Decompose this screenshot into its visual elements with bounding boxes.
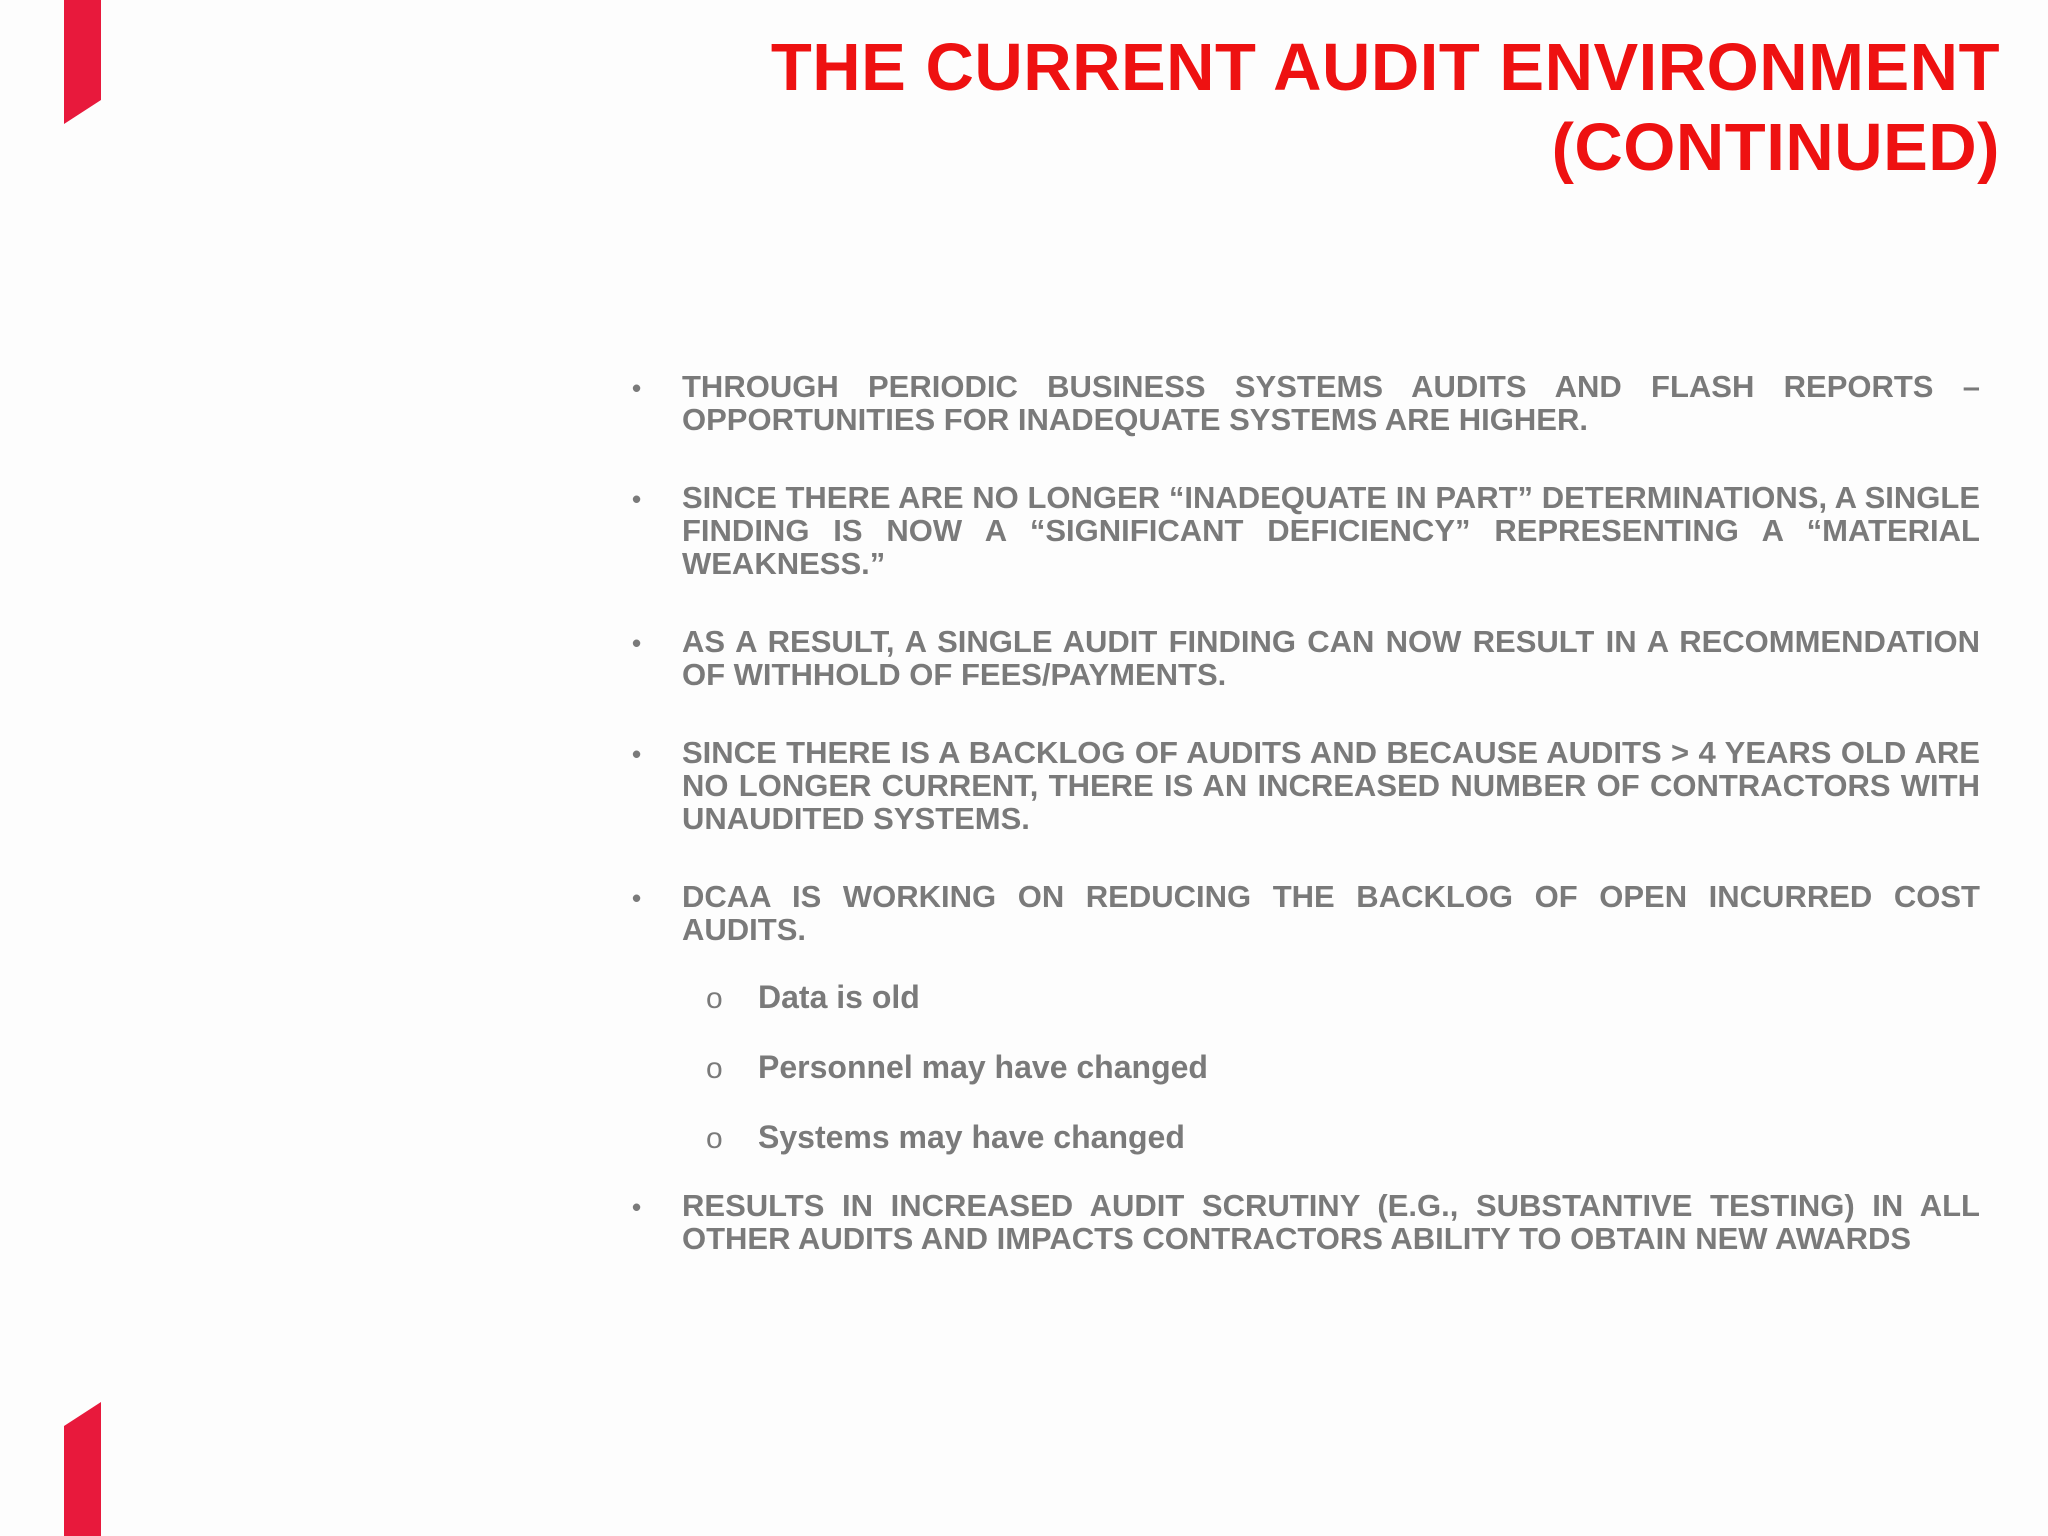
sub-item-personnel xyxy=(620,1049,1980,1085)
bullet-marker: • xyxy=(632,883,642,913)
bullet-item-1 xyxy=(620,370,1980,436)
bullet-text: SINCE THERE ARE NO LONGER “INADEQUATE IN PART” DETERMINATIONS, A SINGLE FINDING IS NOW A “SIGNIFICANT DEFICIENCY” REPRESENTING A “MATERIAL WEAKNESS.” xyxy=(682,480,1980,581)
bullet-item-3 xyxy=(620,625,1980,691)
bottom-accent-shape xyxy=(64,1402,101,1536)
sub-item-systems xyxy=(620,1119,1980,1155)
bullet-item-4 xyxy=(620,736,1980,835)
sub-item-data-is-old xyxy=(620,979,1980,1015)
sub-bullet-marker: o xyxy=(706,1052,723,1085)
bullet-item-6 xyxy=(620,1189,1980,1255)
sub-item-text: Systems may have changed xyxy=(758,1119,1185,1155)
bullet-text: SINCE THERE IS A BACKLOG OF AUDITS AND BECAUSE AUDITS > 4 YEARS OLD ARE NO LONGER CURRENT, THERE IS AN INCREASED NUMBER OF CONTRACTORS WITH UNAUDITED SYSTEMS. xyxy=(682,735,1980,836)
bullet-item-5 xyxy=(620,880,1980,946)
bullet-marker: • xyxy=(632,1192,642,1222)
top-accent-bar xyxy=(64,0,101,124)
bullet-text: DCAA IS WORKING ON REDUCING THE BACKLOG OF OPEN INCURRED COST AUDITS. xyxy=(682,879,1980,947)
sub-item-text: Data is old xyxy=(758,979,920,1015)
bullet-item-2 xyxy=(620,481,1980,580)
slide-title xyxy=(600,28,2000,188)
bullet-marker: • xyxy=(632,739,642,769)
bottom-accent-bar xyxy=(64,1402,101,1536)
bullet-text: RESULTS IN INCREASED AUDIT SCRUTINY (E.G., SUBSTANTIVE TESTING) IN ALL OTHER AUDITS AND IMPACTS CONTRACTORS ABILITY TO OBTAIN NEW AWARDS xyxy=(682,1188,1980,1256)
sub-item-text: Personnel may have changed xyxy=(758,1049,1208,1085)
sub-bullet-list xyxy=(620,979,1980,1155)
title-line-1: THE CURRENT AUDIT ENVIRONMENT xyxy=(770,30,2000,105)
bullet-text: AS A RESULT, A SINGLE AUDIT FINDING CAN NOW RESULT IN A RECOMMENDATION OF WITHHOLD OF FEES/PAYMENTS. xyxy=(682,624,1980,692)
top-accent-shape xyxy=(64,0,101,124)
bullet-text: THROUGH PERIODIC BUSINESS SYSTEMS AUDITS AND FLASH REPORTS – OPPORTUNITIES FOR INADEQUATE SYSTEMS ARE HIGHER. xyxy=(682,369,1980,437)
bullet-marker: • xyxy=(632,628,642,658)
bullet-marker: • xyxy=(632,484,642,514)
title-line-2: (CONTINUED) xyxy=(1551,110,2000,185)
sub-bullet-marker: o xyxy=(706,1122,723,1155)
bullet-list xyxy=(620,370,1980,1300)
bullet-marker: • xyxy=(632,373,642,403)
sub-bullet-marker: o xyxy=(706,982,723,1015)
